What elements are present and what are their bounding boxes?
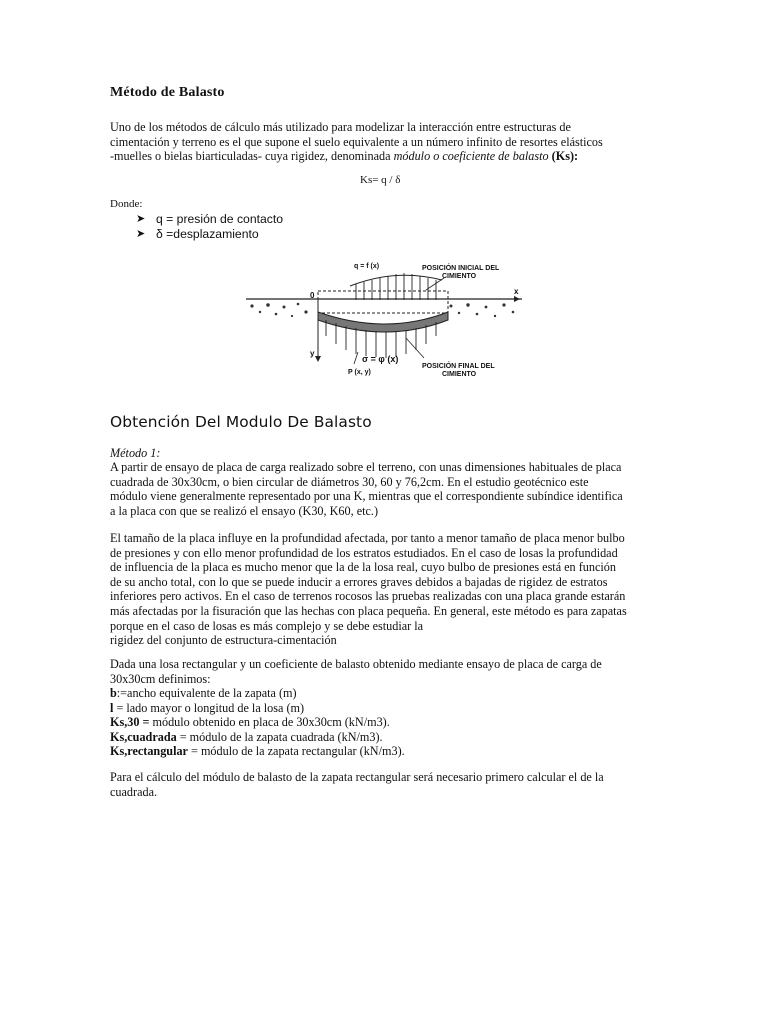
foundation-settlement-diagram [246,256,522,382]
definitions-list [110,686,655,759]
definition-item [110,715,655,730]
bold-term: (Ks): [548,149,579,164]
definition-term: Ks,30 = [110,715,153,730]
text-fragment: -muelles o bielas biarticuladas- cuya rigidez, denominada [110,149,394,164]
donde-label: Donde: [110,198,143,210]
metodo-1-paragraph [110,460,655,518]
arrow-bullet-icon: ➤ [136,228,146,240]
label-final-position: POSICIÓN FINAL DEL [422,363,495,370]
variable-list [136,212,283,242]
text-line: Uno de los métodos de cálculo más utilizado para modelizar la interacción entre estructuras de [110,120,571,134]
definition-item [110,730,655,745]
definition-text: = lado mayor o longitud de la losa (m) [113,700,305,715]
text-line: Para el cálculo del módulo de balasto de la zapata rectangular será necesario primero calcular el de la [110,770,604,784]
text-line: de influencia de la placa es mucho menor que la de la losa real, cuyo bulbo de presiones está en función [110,560,616,575]
text-line: cimentación y terreno es el que supone el suelo equivalente a un número infinito de resortes elásticos [110,134,603,149]
text-line: a la placa con que se realizó el ensayo (K30, K60, etc.) [110,503,379,518]
text-line: de presiones y con ello menor profundidad de los estratos estudiados. En el caso de losas la profundidad [110,545,618,560]
section-title-metodo-balasto: Método de Balasto [110,85,225,100]
ks-formula: Ks= q / δ [360,174,401,186]
definition-text: = módulo de la zapata rectangular (kN/m3). [187,744,405,759]
label-final-position-2: CIMIENTO [442,371,477,378]
list-item-text: δ =desplazamiento [156,227,259,241]
list-item [136,212,283,227]
metodo-1-title: Método 1: [110,446,161,460]
label-q-function: q = f (x) [354,263,380,270]
label-x-axis: x [514,287,519,296]
arrow-bullet-icon: ➤ [136,213,146,225]
text-line: más afectadas por la fisuración que las hechas con placa pequeña. En general, este método es para zapatas [110,603,627,618]
text-line: rigidez del conjunto de estructura-cimentación [110,633,337,648]
label-sigma-function: σ = φ (x) [362,354,399,364]
text-line: Dada una losa rectangular y un coeficiente de balasto obtenido mediante ensayo de placa de carga de [110,657,602,671]
definition-term: Ks,rectangular [110,744,188,759]
x-axis-arrow-icon [514,296,520,302]
list-item-text: q = presión de contacto [156,212,284,226]
definition-text: módulo obtenido en placa de 30x30cm (kN/m3). [152,715,390,730]
text-line [110,149,655,164]
load-arrows [356,273,436,300]
definition-term: l [110,700,114,715]
label-origin: 0 [310,291,315,300]
text-line: módulo viene generalmente representado por una K, mientras que el correspondiente subíndice identifica [110,489,623,504]
text-line: El tamaño de la placa influye en la profundidad afectada, por tanto a menor tamaño de placa menor bulbo [110,531,625,545]
text-line: A partir de ensayo de placa de carga realizado sobre el terreno, con unas dimensiones habituales de placa [110,460,622,474]
text-line: porque en el caso de losas es más complejo y se debe estudiar la [110,618,424,633]
label-initial-position: POSICIÓN INICIAL DEL [422,265,500,272]
definition-term: b [110,686,117,700]
definition-term: Ks,cuadrada [110,729,177,744]
label-y-axis: y [310,349,315,358]
definition-text: :=ancho equivalente de la zapata (m) [116,686,297,700]
text-line: cuadrada. [110,784,158,799]
definition-item [110,744,655,759]
italic-term: módulo o coeficiente de balasto [393,149,549,164]
y-axis-arrow-icon [315,356,321,362]
definition-text: = módulo de la zapata cuadrada (kN/m3). [176,729,383,744]
text-line: de su ancho total, con lo que se puede inducir a errores graves debidos a bajadas de rigidez de estratos [110,574,608,589]
definition-item [110,686,655,701]
text-line: inferiores pero activos. En el caso de terrenos rocosos las pruebas realizadas con una placa grande estarán [110,589,626,604]
intro-paragraph [110,120,655,164]
list-item [136,227,283,242]
text-line: cuadrada de 30x30cm, o bien circular de diámetros 30, 60 y 76,2cm. En el estudio geotécnico este [110,474,589,489]
plate-size-paragraph [110,531,655,648]
definition-item [110,701,655,716]
soil-texture [250,303,514,318]
section-heading-obtencion: Obtención Del Modulo De Balasto [110,413,372,431]
footing-initial-position [318,291,448,313]
conclusion-paragraph [110,770,655,799]
text-line: 30x30cm definimos: [110,671,211,686]
footing-final-position [318,312,448,332]
definitions-intro-paragraph [110,657,655,686]
label-initial-position-2: CIMIENTO [442,273,477,280]
label-point-p: P (x, y) [348,369,371,376]
